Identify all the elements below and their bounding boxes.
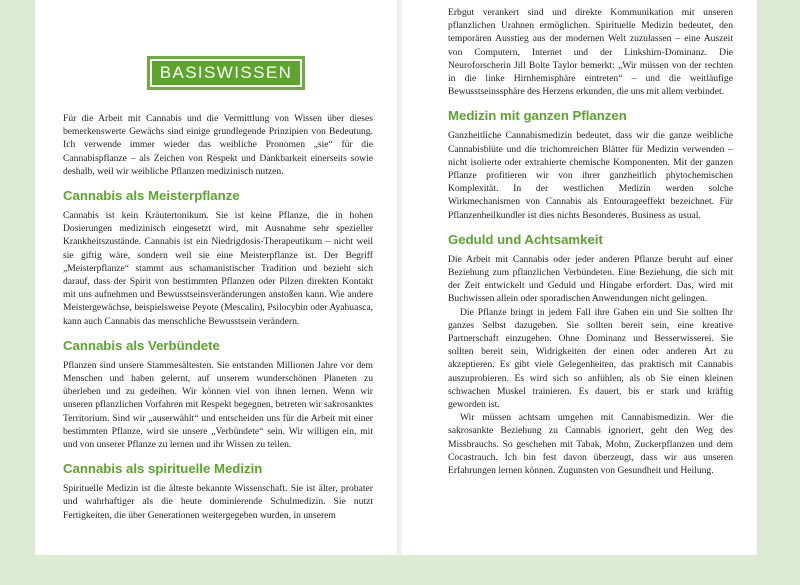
badge-frame xyxy=(147,56,306,90)
paragraph-verbuendete: Pflanzen sind unsere Stammesältesten. Sie entstanden Millionen Jahre vor dem Menschen und haben gelernt, auf unserem wunderschönen Planeten zu überleben und zu gedeihen. Wir können viel von ihnen lernen. Wenn wir unseren pflanzlichen Vorfahren mit Respekt begegnen, betreten wir sakrosanktes Territorium. Sind wir „auserwählt“ und entscheiden uns für die Arbeit mit einer bestimmten Pflanze, wird sie unsere „Verbündete“ sein. Wir willigen ein, mit und von unserer Pflanze zu lernen und ihr Wissen zu teilen. xyxy=(63,359,374,451)
heading-geduld: Geduld und Achtsamkeit xyxy=(448,231,603,247)
badge-label: BASISWISSEN xyxy=(152,61,301,85)
paragraph-meisterpflanze: Cannabis ist kein Kräutertonikum. Sie ist keine Pflanze, die in hohen Dosierungen medizinisch eingesetzt wird, mit Ausnahme sehr spezieller Krankheitszustände. Cannabis ist ein Niedrigdosis-Therapeutikum – nicht weil sie giftig wäre, sondern weil sie eine Meisterpflanze ist. Der Begriff „Meisterpflanze“ stammt aus schamanistischer Tradition und bezieht sich darauf, dass der Spirit von bestimmten Pflanzen oder Pilzen direkten Kontakt mit uns aufnehmen und Bewusstseinsveränderungen anstoßen kann. Wie andere Meistergewächse, beispielsweise Peyote (Mescalin), Psilocybin oder Ayahuasca, kann auch Cannabis das menschliche Bewusstsein verändern. xyxy=(63,210,373,327)
right-page xyxy=(402,0,757,555)
left-page xyxy=(35,0,397,555)
heading-ganze-pflanzen: Medizin mit ganzen Pflanzen xyxy=(448,108,627,124)
paragraph-continued: Erbgut verankert sind und direkte Kommunikation mit unseren pflanzlichen Urahnen ermöglichen. Spirituelle Medizin bedeutet, den temporären Ausstieg aus der modernen Welt zuzulassen – eine Auszeit von Computern, Internet und der Linkshirn-Dominanz. Die Neuroforscherin Jill Bolte Taylor bemerkt: „Wir müssen von der rechten in die linke Hirnhemisphäre eintreten“ – und die weitläufige Bewusstseinssphäre des Herzens erkunden, die uns mit allem verbindet. xyxy=(448,7,733,98)
intro-paragraph: Für die Arbeit mit Cannabis und die Vermittlung von Wissen über dieses bemerkenswerte Gewächs sind einige grundlegende Prinzipien von Bedeutung. Ich verwende immer wieder das weibliche Pronomen „sie“ für die Cannabispflanze – als Zeichen von Respekt und Dankbarkeit einerseits sowie deshalb, weil wir weibliche Pflanzen medizinisch nutzen. xyxy=(63,113,373,177)
heading-meisterpflanze: Cannabis als Meisterpflanze xyxy=(63,188,240,204)
section-badge xyxy=(79,56,373,90)
paragraph-ganze-pflanzen: Ganzheitliche Cannabismedizin bedeutet, dass wir die ganze weibliche Cannabisblüte und die trichomreichen Blätter für Medizin verwenden – nicht isolierte oder extrahierte chemische Komponenten. Mit der ganzen Pflanze profitieren wir von ihrer ganzheitlich phytochemischen Komplexität. In der westlichen Medizin werden solche Wirkmechanismen von Cannabis als Entourageeffekt bezeichnet. Für Pflanzenheilkundler ist dies nichts Besonderes. Business as usual. xyxy=(448,130,733,221)
heading-verbuendete: Cannabis als Verbündete xyxy=(63,337,220,353)
heading-spirituelle-medizin: Cannabis als spirituelle Medizin xyxy=(63,461,263,477)
paragraph-geduld-1: Die Arbeit mit Cannabis oder jeder anderen Pflanze beruht auf einer Beziehung zum pflanzlichen Verbündeten. Eine Beziehung, die sich mit der Zeit entwickelt und Geduld und Hingabe erfordert. Das, wird mit Buchwissen allein oder sporadischen Anwendungen nicht gelingen. xyxy=(448,253,733,305)
paragraph-spirituelle-medizin: Spirituelle Medizin ist die älteste bekannte Wissenschaft. Sie ist älter, probater und wahrhaftiger als die heute dominierende Schulmedizin. Sie nutzt Fertigkeiten, die über Generationen weitergegeben wurden, in unserem xyxy=(63,483,373,521)
paragraph-geduld-2: Die Pflanze bringt in jedem Fall ihre Gaben ein und Sie sollten Ihr ganzes Selbst dazugeben. Sie sollten bereit sein, eine kreative Partnerschaft einzugehen. Ohne Dominanz und Besserwisserei. Sie sollten bereit sein, Widrigkeiten der einen oder anderen Art zu akzeptieren. Es gibt viele Gelegenheiten, das praktisch mit Cannabis auszuprobieren. Es wird sich so anfühlen, als ob Sie einen kleinen schwachen Muskel trainieren. Es dauert, bis er stark und kräftig geworden ist. xyxy=(448,306,733,411)
paragraph-geduld-3: Wir müssen achtsam umgehen mit Cannabismedizin. Wer die sakrosankte Beziehung zu Cannabis ignoriert, geht den Weg des Missbrauchs. So geschehen mit Tabak, Mohn, Zuckerpflanzen und dem Cocastrauch. Ich bin fest davon überzeugt, dass wir aus unseren Erfahrungen lernen können. Zugunsten von Gesundheit und Heilung. xyxy=(448,412,733,477)
